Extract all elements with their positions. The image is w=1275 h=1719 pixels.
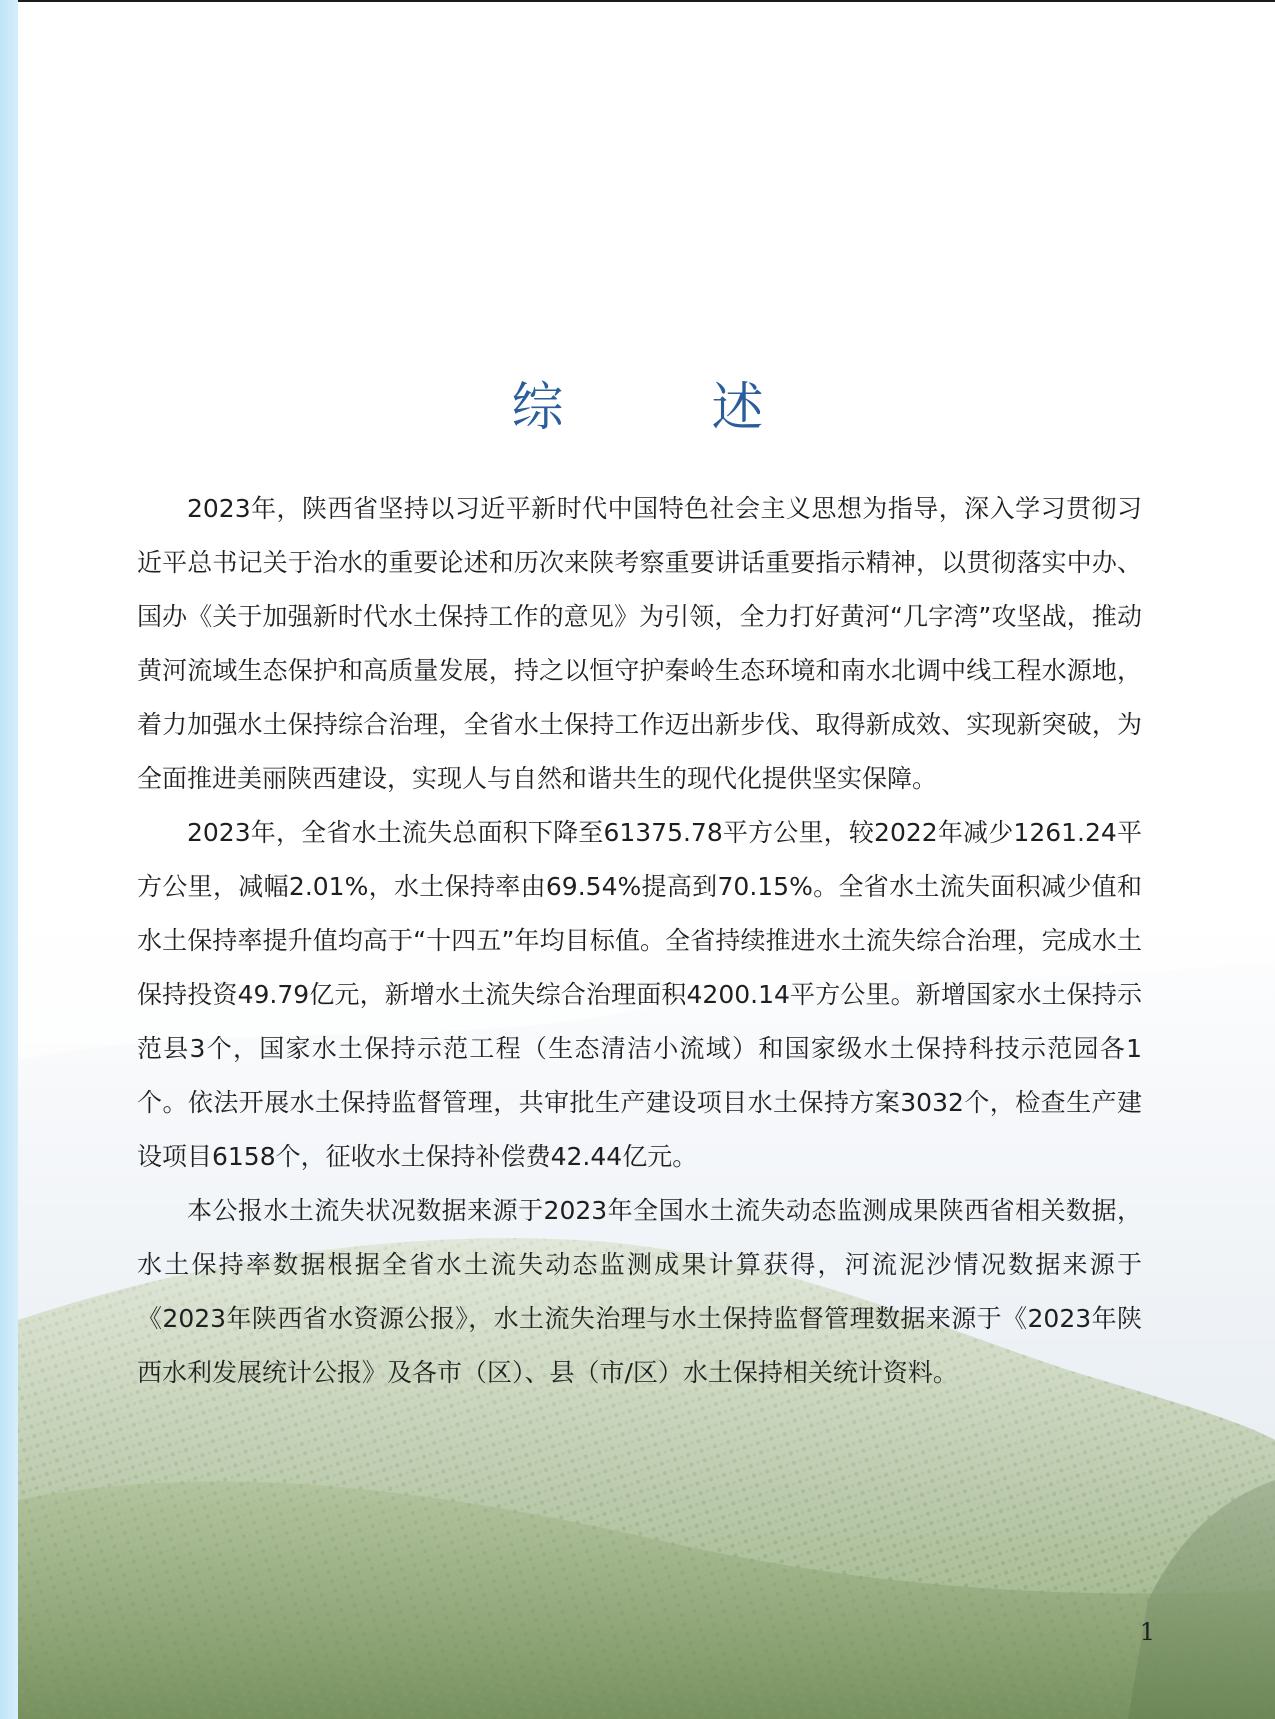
paragraph-statistics: 2023年，全省水土流失总面积下降至61375.78平方公里，较2022年减少1261.24平方公里，减幅2.01%，水土保持率由69.54%提高到70.15%。全省水土流失面积减少值和水土保持率提升值均高于“十四五”年均目标值。全省持续推进水土流失综合治理，完成水土保持投资49.79亿元，新增水土流失综合治理面积4200.14平方公里。新增国家水土保持示范县3个，国家水土保持示范工程（生态清洁小流域）和国家级水土保持科技示范园各1个。依法开展水土保持监督管理，共审批生产建设项目水土保持方案3032个，检查生产建设项目6158个，征收水土保持补偿费42.44亿元。 — [137, 818, 1142, 1171]
paragraph-data-sources: 本公报水土流失状况数据来源于2023年全国水土流失动态监测成果陕西省相关数据，水土保持率数据根据全省水土流失动态监测成果计算获得，河流泥沙情况数据来源于《2023年陕西省水资源公报》，水土流失治理与水土保持监督管理数据来源于《2023年陕西水利发展统计公报》及各市（区）、县（市/区）水土保持相关统计资料。 — [137, 1196, 1142, 1387]
left-color-strip — [0, 0, 18, 1719]
page-title: 综 述 — [511, 378, 812, 438]
page-number: 1 — [1139, 1618, 1155, 1646]
top-rule — [0, 0, 1275, 2]
paragraph-intro: 2023年，陕西省坚持以习近平新时代中国特色社会主义思想为指导，深入学习贯彻习近平总书记关于治水的重要论述和历次来陕考察重要讲话重要指示精神，以贯彻落实中办、国办《关于加强新时代水土保持工作的意见》为引领，全力打好黄河“几字湾”攻坚战，推动黄河流域生态保护和高质量发展，持之以恒守护秦岭生态环境和南水北调中线工程水源地，着力加强水土保持综合治理，全省水土保持工作迈出新步伐、取得新成效、实现新突破，为全面推进美丽陕西建设，实现人与自然和谐共生的现代化提供坚实保障。 — [137, 494, 1142, 793]
body-text — [137, 482, 1142, 1400]
